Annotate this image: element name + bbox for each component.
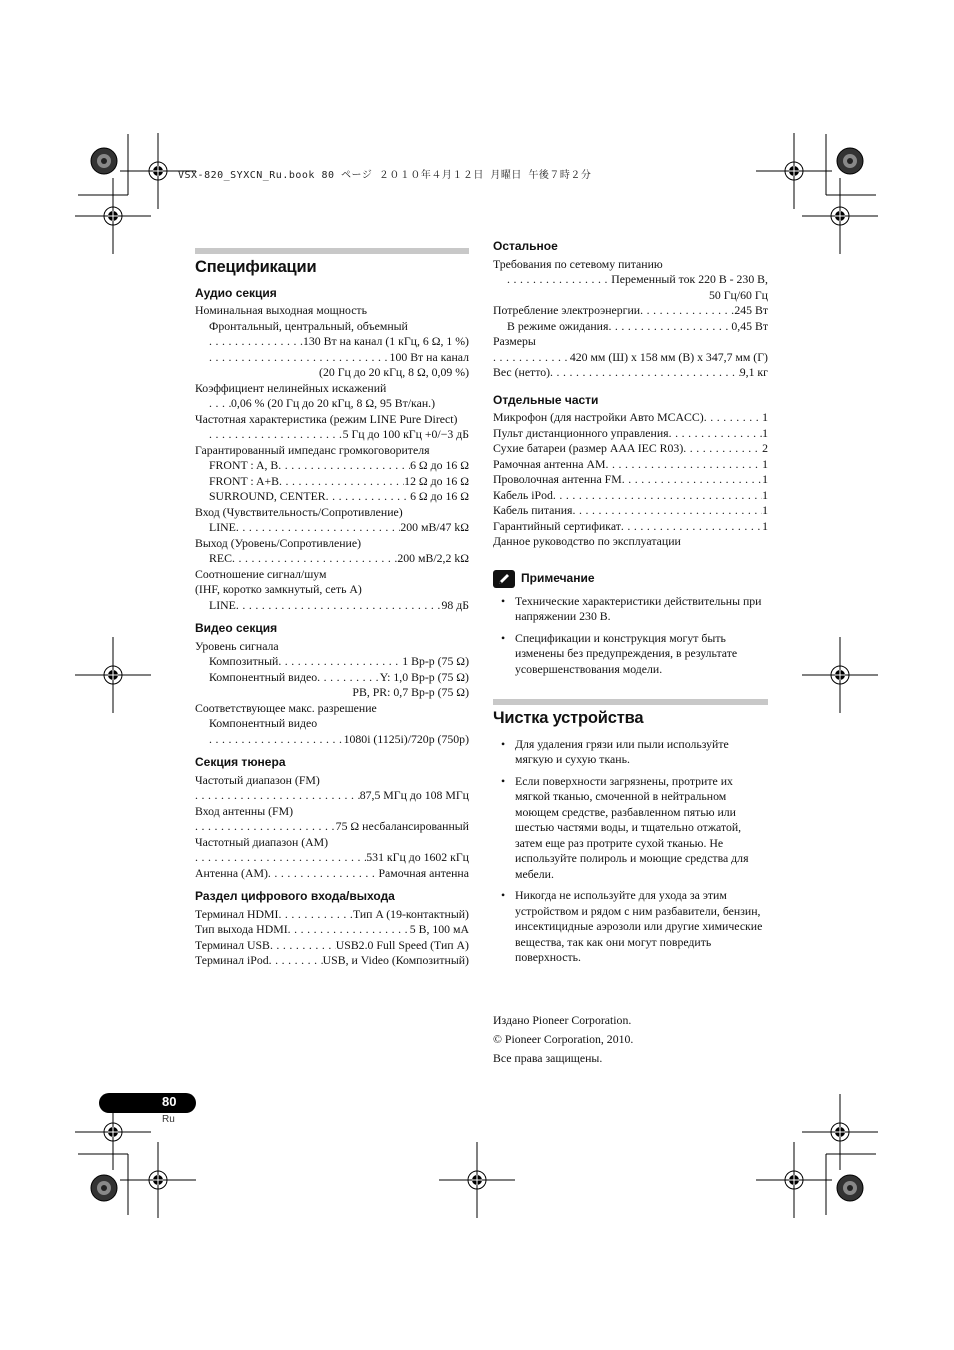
parts-heading: Отдельные части <box>493 392 599 407</box>
part-row: Рамочная антенна AM . . . 1 <box>493 457 768 473</box>
spec-row: Терминал iPod . . . USB, и Video (Композитный) <box>195 953 469 969</box>
spec-row: . . . 5 Гц до 100 кГц +0/−3 дБ <box>195 427 469 443</box>
spec-label: Частотная характеристика (режим LINE Pure Direct) <box>195 411 458 426</box>
spec-row: FRONT : A+B . . . 12 Ω до 16 Ω <box>195 474 469 490</box>
spec-value: 50 Гц/60 Гц <box>708 287 768 302</box>
list-item: • Никогда не используйте для ухода за этим устройством и рядом с ним разбавители, бензин, инсектицидные аэрозоли или другие химические вещества, так как они могут повредить поверхность. <box>493 888 768 966</box>
part-row: Сухие батареи (размер AAA IEC R03) . . . 2 <box>493 441 768 457</box>
language-code: Ru <box>162 1114 175 1125</box>
page-number: 80 <box>162 1094 177 1109</box>
rights-line: Все права защищены. <box>493 1051 603 1065</box>
part-row: Проволочная антенна FM . . . 1 <box>493 472 768 488</box>
audio-heading: Аудио секция <box>195 285 277 300</box>
section-bar <box>195 248 469 254</box>
spec-row: REC . . . 200 мВ/2,2 kΩ <box>195 551 469 567</box>
spec-label: Вход (Чувствительность/Сопротивление) <box>195 504 403 519</box>
spec-row: Антенна (AM) . . . Рамочная антенна <box>195 866 469 882</box>
part-row: Кабель питания . . . 1 <box>493 503 768 519</box>
spec-sublabel: Фронтальный, центральный, объемный <box>209 318 408 333</box>
part-row: Гарантийный сертификат . . . 1 <box>493 519 768 535</box>
pencil-icon <box>493 570 515 588</box>
publisher-block <box>493 1011 633 1068</box>
specs-title: Спецификации <box>195 258 317 276</box>
spec-label: Гарантированный импеданс громкоговорителя <box>195 442 430 457</box>
video-heading: Видео секция <box>195 621 278 635</box>
spec-sublabel: Компонентный видео <box>209 716 318 730</box>
spec-label: Частотный диапазон (AM) <box>195 834 329 849</box>
misc-heading: Остальное <box>493 239 558 253</box>
part-row: Кабель iPod . . . 1 <box>493 488 768 504</box>
spec-row: . . . 1080i (1125i)/720p (750p) <box>195 732 469 748</box>
spec-row: FRONT : A, B . . . 6 Ω до 16 Ω <box>195 458 469 474</box>
part-row: Микрофон (для настройки Авто MCACC) . . . 1 <box>493 410 768 426</box>
spec-row: SURROUND, CENTER . . . 6 Ω до 16 Ω <box>195 489 469 505</box>
spec-row: В режиме ожидания . . . 0,45 Вт <box>493 319 768 335</box>
cleaning-title: Чистка устройства <box>493 709 644 727</box>
spec-label: Частотый диапазон (FM) <box>195 772 320 787</box>
spec-label: (IHF, коротко замкнутый, сеть A) <box>195 582 362 596</box>
misc-column <box>493 239 768 972</box>
spec-label: Номинальная выходная мощность <box>195 303 367 317</box>
note-header <box>493 570 768 588</box>
spec-row: . . . 420 мм (Ш) x 158 мм (В) x 347,7 мм (Г) <box>493 350 768 366</box>
spec-row: Компонентный видео . . . Y: 1,0 Вр-р (75 Ω) <box>195 670 469 686</box>
specs-column <box>195 248 469 969</box>
spec-row: Тип выхода HDMI . . . 5 В, 100 мА <box>195 922 469 938</box>
spec-value: (20 Гц до 20 кГц, 8 Ω, 0,09 %) <box>319 365 469 379</box>
digital-heading: Раздел цифрового входа/выхода <box>195 889 395 903</box>
list-item: • Спецификации и конструкция могут быть изменены без предупреждения, в результате усовершенствования модели. <box>493 631 768 678</box>
spec-row: Терминал HDMI . . . Тип A (19-контактный) <box>195 907 469 923</box>
cleaning-list <box>493 737 768 966</box>
spec-label: Коэффициент нелинейных искажений <box>195 380 387 395</box>
spec-label: Вход антенны (FM) <box>195 803 294 818</box>
publisher-line: Издано Pioneer Corporation. <box>493 1013 632 1027</box>
spec-row: . . . Переменный ток 220 В - 230 В, <box>493 272 768 288</box>
section-bar <box>493 699 768 705</box>
spec-row: Вес (нетто) . . . 9,1 кг <box>493 365 768 381</box>
spec-row: . . . 100 Вт на канал <box>195 350 469 366</box>
spec-row: . . . 75 Ω несбалансированный <box>195 819 469 835</box>
spec-label: Уровень сигнала <box>195 638 279 653</box>
spec-label: Соотношение сигнал/шум <box>195 566 327 581</box>
part-row: Пульт дистанционного управления . . . 1 <box>493 426 768 442</box>
spec-row: Композитный . . . 1 Вр-р (75 Ω) <box>195 654 469 670</box>
spec-row: . . . 531 кГц до 1602 кГц <box>195 850 469 866</box>
spec-value: PB, PR: 0,7 Вр-р (75 Ω) <box>352 685 469 699</box>
spec-row: LINE . . . 200 мВ/47 kΩ <box>195 520 469 536</box>
page-number-badge <box>99 1093 196 1113</box>
note-title: Примечание <box>521 570 595 585</box>
spec-row: Терминал USB . . . USB2.0 Full Speed (Тип A) <box>195 938 469 954</box>
spec-row: . . . 87,5 МГц до 108 МГц <box>195 788 469 804</box>
list-item: • Технические характеристики действительны при напряжении 230 В. <box>493 594 768 625</box>
spec-row: LINE . . . 98 дБ <box>195 598 469 614</box>
spec-label: Требования по сетевому питанию <box>493 256 663 271</box>
tuner-heading: Секция тюнера <box>195 755 286 769</box>
part-row: Данное руководство по эксплуатации <box>493 534 681 548</box>
list-item: • Для удаления грязи или пыли используйте мягкую и сухую ткань. <box>493 737 768 768</box>
spec-row: Потребление электроэнергии . . . 245 Вт <box>493 303 768 319</box>
spec-label: Соответствующее макс. разрешение <box>195 700 377 715</box>
spec-row: . . . 130 Вт на канал (1 кГц, 6 Ω, 1 %) <box>195 334 469 350</box>
spec-label: Размеры <box>493 334 536 348</box>
spec-row: . . . 0,06 % (20 Гц до 20 кГц, 8 Ω, 95 Вт/кан.) <box>195 396 469 412</box>
list-item: • Если поверхности загрязнены, протрите их мягкой тканью, смоченной в нейтральном моющем средстве, разбавленном пятью или шестью частями воды, и тщательно отжатой, затем еще раз протрите сухой тканью. Не используйте полироль и моющие средства для мебели. <box>493 774 768 883</box>
copyright-line: © Pioneer Corporation, 2010. <box>493 1032 634 1046</box>
note-list <box>493 594 768 678</box>
spec-label: Выход (Уровень/Сопротивление) <box>195 535 362 550</box>
print-header: VSX-820_SYXCN_Ru.book 80 ページ ２０１０年４月１２日 月曜日 午後７時２分 <box>178 170 592 181</box>
